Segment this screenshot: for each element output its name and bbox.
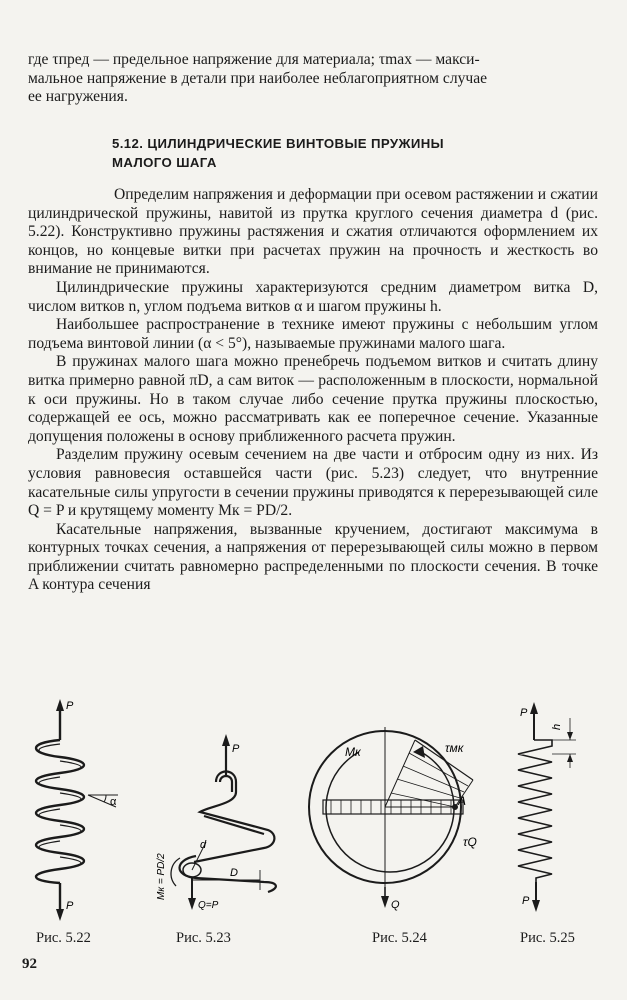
section-number: 5.12. [112,136,144,151]
intro-line-2: мальное напряжение в детали при наиболее неблагоприятном случае [28,69,488,87]
fig23-label-d: d [200,839,207,851]
paragraph-5: Разделим пружину осевым сечением на две части и отбросим одну из них. Из условия равновесия оставшейся части (рис. 5.23) следует, что внутренние касательные силы упругости в сечении пружины приводятся к перерезывающей силе Q = P и крутящему моменту Mк = PD/2. [28,446,598,520]
figure-5-22 [18,695,128,925]
fig25-label-p-top: P [520,707,528,719]
figure-5-24 [305,712,495,927]
paragraph-1: Определим напряжения и деформации при осевом растяжении и сжатии цилиндрической пружины, навитой из прутка круглого сечения диаметра d (рис. 5.22). Конструктивно пружины растяжения и сжатия отличаются оформлением их концов, но концевые витки при расчетах пружин на прочность и жесткость во внимание не принимаются. [28,186,598,278]
paragraph-4: В пружинах малого шага можно пренебречь подъемом витков и считать длину витка примерно равной πD, а сам виток — расположенным в плоскости, нормальной к оси пружины. Но в таком случае либо сечение прутка пружины плоскостью, содержащей ее ось, можно рассматривать как ее поперечное сечение. Указанные допущения положены в основу приближенного расчета пружин. [28,353,598,445]
body-text [28,186,598,595]
section-title-line-1: ЦИЛИНДРИЧЕСКИЕ ВИНТОВЫЕ ПРУЖИНЫ [147,136,444,151]
fig23-label-q: Q=P [198,900,219,911]
paragraph-6: Касательные напряжения, вызванные кручением, достигают максимума в контурных точках сечения, а напряжения от перерезывающей силы можно в первом приближении считать равномерно распределенными по плоскости сечения. В точке A контура сечения [28,520,598,594]
fig24-label-tau-mk: τмк [445,741,464,755]
caption-fig-5-22: Рис. 5.22 [36,930,91,946]
fig25-label-p-bottom: P [522,895,530,907]
fig25-label-h: h [551,723,563,730]
fig24-label-q: Q [391,899,400,911]
fig24-label-a: A [458,794,467,808]
caption-fig-5-23: Рис. 5.23 [176,930,231,946]
fig23-label-D: D [230,867,238,879]
figure-5-25 [506,698,606,923]
paragraph-3: Наибольшее распространение в технике имеют пружины с небольшим углом подъема винтовой линии (α < 5°), называемые пружинами малого шага. [28,316,598,352]
caption-fig-5-25: Рис. 5.25 [520,930,575,946]
fig24-label-mk: Mк [345,745,361,759]
intro-line-1: где τпред — предельное напряжение для материала; τmax — макси- [28,51,480,68]
fig23-label-mk: Mк = PD/2 [156,853,167,900]
figure-5-23 [140,730,280,925]
caption-fig-5-24: Рис. 5.24 [372,930,427,946]
fig22-label-p-top: P [66,700,74,712]
intro-text [28,51,598,107]
fig22-label-p-bottom: P [66,900,74,912]
fig24-label-tau-q: τQ [463,835,477,849]
intro-line-3: ее нагружения. [28,88,128,106]
page-number: 92 [22,956,37,972]
paragraph-2: Цилиндрические пружины характеризуются средним диаметром витка D, числом витков n, углом подъема витков α и шагом пружины h. [28,278,598,315]
fig22-label-alpha: α [110,796,117,808]
section-heading [112,134,562,172]
section-title-line-2: МАЛОГО ШАГА [112,155,217,170]
fig23-label-p: P [232,743,240,755]
